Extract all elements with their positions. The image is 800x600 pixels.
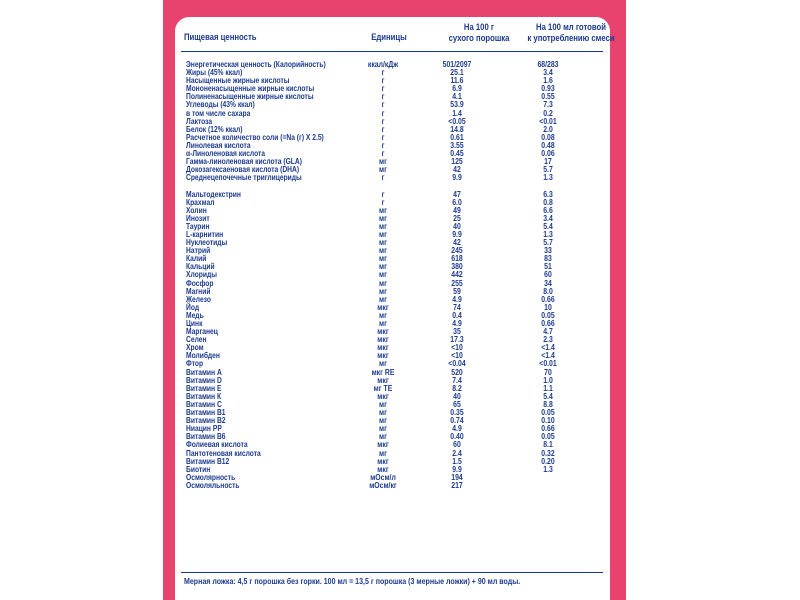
nutrient-name: Жиры (45% ккал) xyxy=(186,67,243,78)
value-per-100ml: 8.8 xyxy=(543,398,553,409)
value-per-100g: 501/2097 xyxy=(442,59,472,69)
nutrient-unit: мг xyxy=(379,253,387,264)
nutrient-unit: мг xyxy=(379,245,387,256)
table-row xyxy=(175,481,610,489)
nutrient-name: α-Линоленовая кислота xyxy=(186,148,266,159)
value-per-100ml: 83 xyxy=(544,253,552,264)
nutrient-name: Расчетное количество соли (=Na (г) X 2.5) xyxy=(186,131,324,142)
nutrient-name: Фтор xyxy=(186,358,204,369)
value-per-100ml: 34 xyxy=(544,277,552,288)
nutrient-unit: мкг xyxy=(377,455,389,466)
nutrient-unit: мг xyxy=(379,309,387,320)
value-per-100ml: 8.1 xyxy=(543,439,553,450)
nutrient-unit: мг xyxy=(379,204,387,215)
value-per-100ml: <1.4 xyxy=(541,350,555,361)
value-per-100ml: 5.7 xyxy=(543,237,553,248)
value-per-100g: 60 xyxy=(453,439,461,450)
header-divider xyxy=(181,51,603,52)
nutrient-unit: г xyxy=(381,99,385,110)
value-per-100g: 42 xyxy=(453,237,461,248)
nutrient-unit: мОсм/кг xyxy=(369,479,397,490)
value-per-100ml: 7.3 xyxy=(543,99,553,110)
value-per-100ml: <1.4 xyxy=(541,342,555,353)
nutrient-name: Кальций xyxy=(186,261,215,272)
value-per-100g: 40 xyxy=(453,390,461,401)
nutrient-name: Насыщенные жирные кислоты xyxy=(186,75,290,86)
value-per-100ml: 0.8 xyxy=(543,196,553,207)
nutrient-name: Калий xyxy=(186,253,207,264)
nutrient-unit: мкг xyxy=(377,334,389,345)
nutrient-unit: ккал/кДж xyxy=(367,59,399,69)
nutrient-unit: г xyxy=(381,91,385,102)
value-per-100ml: 0.08 xyxy=(541,131,555,142)
value-per-100g: 25.1 xyxy=(450,67,464,78)
nutrient-name: Холин xyxy=(186,204,207,215)
nutrient-name: Таурин xyxy=(186,220,210,231)
nutrient-unit: мг xyxy=(379,358,387,369)
value-per-100ml: 6.6 xyxy=(543,204,553,215)
value-per-100g: 6.0 xyxy=(452,196,462,207)
value-per-100ml: 33 xyxy=(544,245,552,256)
value-per-100ml: 3.4 xyxy=(543,212,553,223)
value-per-100g: 442 xyxy=(451,269,463,280)
nutrient-unit: мг xyxy=(379,261,387,272)
nutrient-unit: мг xyxy=(379,398,387,409)
value-per-100g: 0.35 xyxy=(450,407,464,418)
value-per-100g: 9.9 xyxy=(452,172,462,183)
value-per-100g: 40 xyxy=(453,220,461,231)
value-per-100ml: 51 xyxy=(544,261,552,272)
header-dry-line: На 100 г xyxy=(463,22,495,32)
value-per-100ml: 0.66 xyxy=(541,318,555,328)
nutrient-unit: г xyxy=(381,123,385,134)
value-per-100ml: 1.1 xyxy=(543,382,553,393)
nutrient-name: Йод xyxy=(186,301,200,312)
value-per-100g: 125 xyxy=(451,156,463,167)
nutrient-unit: г xyxy=(381,148,385,159)
nutrient-name: Пантотеновая кислота xyxy=(186,447,261,458)
nutrient-unit: г xyxy=(381,188,385,199)
value-per-100g: 245 xyxy=(451,245,463,256)
nutrient-unit: г xyxy=(381,67,385,78)
nutrient-name: Мальтодекстрин xyxy=(186,188,241,199)
value-per-100g: 0.4 xyxy=(452,309,462,320)
nutrient-name: Углеводы (43% ккал) xyxy=(186,99,255,110)
nutrient-name: Витамин Е xyxy=(186,382,222,393)
nutrient-unit: г xyxy=(381,172,385,183)
value-per-100ml: 1.6 xyxy=(543,75,553,86)
value-per-100g: 4.9 xyxy=(452,318,462,328)
nutrient-name: Молибден xyxy=(186,350,220,361)
header-ready-line: На 100 мл готовой xyxy=(536,22,606,32)
nutrient-name: Ниацин РР xyxy=(186,423,222,434)
nutrient-unit: г xyxy=(381,131,385,142)
value-per-100g: 49 xyxy=(453,204,461,215)
nutrient-name: Витамин В2 xyxy=(186,415,226,426)
value-per-100g: <0.05 xyxy=(448,115,466,126)
value-per-100g: 7.4 xyxy=(452,374,462,385)
nutrient-name: Осмоляльность xyxy=(186,479,240,490)
value-per-100g: 0.45 xyxy=(450,148,464,159)
nutrient-name: Хром xyxy=(186,342,204,353)
nutrient-unit: мкг RE xyxy=(371,366,395,377)
nutrient-unit: мг xyxy=(379,220,387,231)
value-per-100g: 618 xyxy=(451,253,463,264)
nutrient-name: Витамин В1 xyxy=(186,407,226,418)
nutrient-unit: мг xyxy=(379,269,387,280)
nutrient-unit: мкг xyxy=(377,326,389,337)
nutrient-unit: мг ТЕ xyxy=(373,382,393,393)
nutrient-unit: мг xyxy=(379,318,387,328)
nutrient-name: Магний xyxy=(186,285,211,296)
value-per-100ml: 5.4 xyxy=(543,390,553,401)
nutrient-name: Линолевая кислота xyxy=(186,139,251,150)
nutrient-unit: мОсм/л xyxy=(370,471,396,482)
nutrient-unit: мкг xyxy=(377,350,389,361)
nutrient-name: Инозит xyxy=(186,212,210,223)
nutrient-unit: мг xyxy=(379,228,387,239)
value-per-100g: 0.40 xyxy=(450,431,464,442)
nutrient-name: Гамма-линоленовая кислота (GLA) xyxy=(186,156,302,167)
nutrient-name: Нуклеотиды xyxy=(186,237,228,248)
value-per-100ml: 0.05 xyxy=(541,407,555,418)
value-per-100ml: 70 xyxy=(544,366,552,377)
value-per-100ml: 68/283 xyxy=(537,59,559,69)
value-per-100g: 0.61 xyxy=(450,131,464,142)
table-row xyxy=(175,173,610,181)
nutrient-name: Хлориды xyxy=(186,269,217,280)
nutrient-unit: мг xyxy=(379,431,387,442)
nutrient-unit: г xyxy=(381,107,385,118)
nutrient-name: Осмолярность xyxy=(186,471,236,482)
value-per-100g: 255 xyxy=(451,277,463,288)
nutrient-name: Мононенасыщенные жирные кислоты xyxy=(186,83,315,94)
nutrient-name: Селен xyxy=(186,334,207,345)
value-per-100g: 2.4 xyxy=(452,447,462,458)
value-per-100g: 9.9 xyxy=(452,463,462,474)
nutrient-name: Биотин xyxy=(186,463,211,474)
value-per-100ml: 1.0 xyxy=(543,374,553,385)
nutrient-unit: мкг xyxy=(377,374,389,385)
nutrient-unit: мг xyxy=(379,447,387,458)
nutrition-rows xyxy=(175,60,610,489)
value-per-100ml: 2.0 xyxy=(543,123,553,134)
value-per-100ml: <0.01 xyxy=(539,115,557,126)
value-per-100ml: 5.4 xyxy=(543,220,553,231)
nutrient-unit: мг xyxy=(379,415,387,426)
footer-divider xyxy=(181,572,603,573)
value-per-100g: 9.9 xyxy=(452,228,462,239)
nutrient-unit: мг xyxy=(379,285,387,296)
value-per-100g: 14.8 xyxy=(450,123,464,134)
nutrient-name: Витамин К xyxy=(186,390,222,401)
nutrient-unit: мг xyxy=(379,423,387,434)
value-per-100g: 65 xyxy=(453,398,461,409)
nutrition-table-card xyxy=(175,17,615,600)
nutrient-name: Полиненасыщенные жирные кислоты xyxy=(186,91,314,102)
value-per-100ml: 0.66 xyxy=(541,293,555,304)
nutrient-unit: мг xyxy=(379,237,387,248)
nutrient-unit: мг xyxy=(379,156,387,167)
value-per-100ml: 0.06 xyxy=(541,148,555,159)
header-ready-line: к употреблению смеси xyxy=(527,33,615,43)
footnote: Мерная ложка: 4,5 г порошка без горки. 100 мл = 13,5 г порошка (3 мерные ложки) + 90 мл воды. xyxy=(184,576,521,586)
value-per-100g: 11.6 xyxy=(450,75,464,86)
value-per-100g: 35 xyxy=(453,326,461,337)
header-unit: Единицы xyxy=(371,32,407,42)
value-per-100ml: 0.05 xyxy=(541,309,555,320)
value-per-100ml: 2.3 xyxy=(543,334,553,345)
value-per-100g: 8.2 xyxy=(452,382,462,393)
value-per-100g: 4.9 xyxy=(452,293,462,304)
value-per-100ml: 0.55 xyxy=(541,91,555,102)
value-per-100g: <0.04 xyxy=(448,358,466,369)
value-per-100ml: 1.3 xyxy=(543,463,553,474)
nutrient-name: Марганец xyxy=(186,326,218,337)
nutrient-name: L-карнитин xyxy=(186,228,224,239)
nutrient-name: Среднецепочечные триглицериды xyxy=(186,172,302,183)
value-per-100ml: 6.3 xyxy=(543,188,553,199)
value-per-100g: <10 xyxy=(451,350,463,361)
nutrient-name: Витамин А xyxy=(186,366,222,377)
value-per-100ml: 3.4 xyxy=(543,67,553,78)
nutrient-name: Железо xyxy=(186,293,211,304)
value-per-100g: 520 xyxy=(451,366,463,377)
value-per-100g: 6.9 xyxy=(452,83,462,94)
value-per-100g: 4.1 xyxy=(452,91,462,102)
value-per-100g: 1.5 xyxy=(452,455,462,466)
header-nutrient: Пищевая ценность xyxy=(184,32,257,42)
nutrient-name: Фолиевая кислота xyxy=(186,439,248,450)
value-per-100g: 1.4 xyxy=(452,107,462,118)
value-per-100ml: 0.93 xyxy=(541,83,555,94)
nutrient-unit: мг xyxy=(379,407,387,418)
header-dry-line: сухого порошка xyxy=(448,33,510,43)
nutrient-unit: г xyxy=(381,115,385,126)
value-per-100g: 53.9 xyxy=(450,99,464,110)
value-per-100g: 0.74 xyxy=(450,415,464,426)
nutrient-unit: мг xyxy=(379,212,387,223)
value-per-100g: 59 xyxy=(453,285,461,296)
nutrient-name: Крахмал xyxy=(186,196,215,207)
nutrient-unit: мкг xyxy=(377,390,389,401)
value-per-100g: 4.9 xyxy=(452,423,462,434)
value-per-100ml: <0.01 xyxy=(539,358,557,369)
value-per-100ml: 17 xyxy=(544,156,552,167)
nutrient-unit: мкг xyxy=(377,439,389,450)
value-per-100g: 17.3 xyxy=(450,334,464,345)
nutrient-unit: мкг xyxy=(377,463,389,474)
nutrient-unit: мг xyxy=(379,164,387,175)
nutrient-name: Медь xyxy=(186,309,204,320)
nutrient-name: Натрий xyxy=(186,245,211,256)
nutrient-unit: мкг xyxy=(377,301,389,312)
value-per-100ml: 10 xyxy=(544,301,552,312)
value-per-100g: 42 xyxy=(453,164,461,175)
value-per-100g: 217 xyxy=(451,479,463,490)
nutrient-name: Энергетическая ценность (Калорийность) xyxy=(186,59,326,69)
nutrient-name: в том числе сахара xyxy=(186,107,251,118)
value-per-100ml: 0.48 xyxy=(541,139,555,150)
value-per-100g: 194 xyxy=(451,471,463,482)
value-per-100ml: 1.3 xyxy=(543,228,553,239)
value-per-100ml: 8.0 xyxy=(543,285,553,296)
value-per-100ml: 0.20 xyxy=(541,455,555,466)
nutrient-unit: мг xyxy=(379,277,387,288)
value-per-100ml: 0.2 xyxy=(543,107,553,118)
nutrient-unit: г xyxy=(381,75,385,86)
nutrient-name: Докозагексаеновая кислота (DHA) xyxy=(186,164,300,175)
value-per-100ml: 60 xyxy=(544,269,552,280)
value-per-100ml: 4.7 xyxy=(543,326,553,337)
value-per-100g: 74 xyxy=(453,301,461,312)
nutrient-name: Витамин В6 xyxy=(186,431,226,442)
nutrient-name: Белок (12% ккал) xyxy=(186,123,243,134)
nutrient-name: Цинк xyxy=(186,318,203,328)
nutrient-name: Витамин С xyxy=(186,398,222,409)
nutrient-name: Витамин В12 xyxy=(186,455,230,466)
value-per-100ml: 0.05 xyxy=(541,431,555,442)
nutrient-unit: г xyxy=(381,196,385,207)
value-per-100ml: 5.7 xyxy=(543,164,553,175)
value-per-100ml: 0.32 xyxy=(541,447,555,458)
value-per-100g: <10 xyxy=(451,342,463,353)
nutrient-unit: мкг xyxy=(377,342,389,353)
nutrient-name: Витамин D xyxy=(186,374,222,385)
value-per-100g: 380 xyxy=(451,261,463,272)
nutrient-name: Фосфор xyxy=(186,277,214,288)
nutrient-unit: г xyxy=(381,139,385,150)
header-per-100ml-ready xyxy=(495,22,646,44)
nutrient-name: Лактоза xyxy=(186,115,213,126)
value-per-100g: 3.55 xyxy=(450,139,464,150)
value-per-100ml: 0.10 xyxy=(541,415,555,426)
value-per-100ml: 0.66 xyxy=(541,423,555,434)
nutrient-unit: мг xyxy=(379,293,387,304)
value-per-100ml: 1.3 xyxy=(543,172,553,183)
value-per-100g: 47 xyxy=(453,188,461,199)
nutrient-unit: г xyxy=(381,83,385,94)
value-per-100g: 25 xyxy=(453,212,461,223)
